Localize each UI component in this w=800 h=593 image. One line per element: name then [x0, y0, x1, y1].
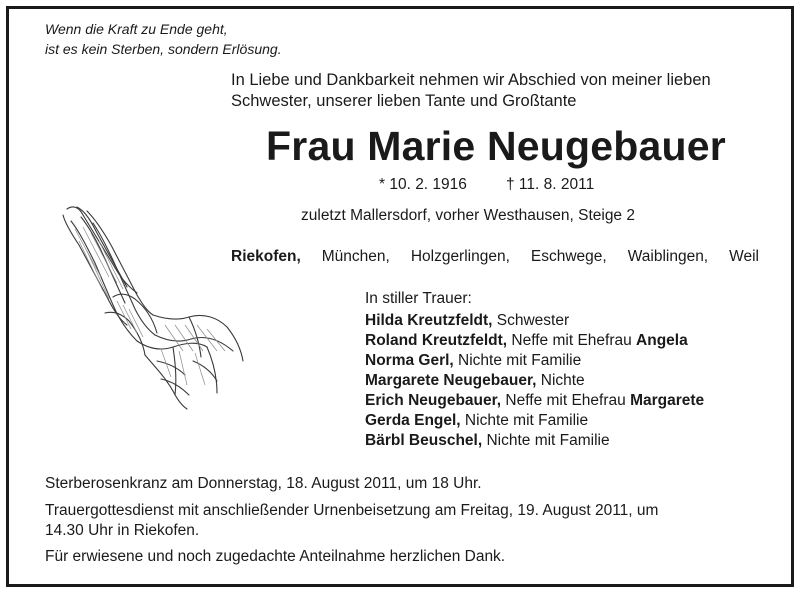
mourner-name: Bärbl Beuschel, — [365, 432, 483, 449]
place: Holzgerlingen, — [410, 248, 510, 265]
rosary-announcement: Sterberosenkranz am Donnerstag, 18. August 2011, um 18 Uhr. — [45, 475, 482, 492]
mourner-row — [365, 391, 704, 411]
mourner-name: Hilda Kreutzfeldt, — [365, 312, 493, 329]
mourner-name: Gerda Engel, — [365, 412, 461, 429]
service-announcement-line-2: 14.30 Uhr in Riekofen. — [45, 522, 200, 539]
death-date: † 11. 8. 2011 — [506, 176, 595, 193]
mourner-name: Erich Neugebauer, — [365, 392, 502, 409]
mourner-row — [365, 371, 704, 391]
place: Eschwege, — [530, 248, 607, 265]
mourner-relation: Nichte mit Familie — [453, 352, 582, 369]
places-list — [231, 247, 759, 267]
mourner-row — [365, 431, 704, 451]
mourner-row — [365, 311, 704, 331]
mourner-partner: Margarete — [630, 392, 705, 409]
mourner-row — [365, 411, 704, 431]
place-primary: Riekofen, — [231, 248, 301, 265]
place: Waiblingen, — [627, 248, 709, 265]
residence: zuletzt Mallersdorf, vorher Westhausen, Steige 2 — [301, 207, 635, 224]
mourner-name: Norma Gerl, — [365, 352, 454, 369]
mourners-heading: In stiller Trauer: — [365, 290, 472, 307]
mourner-name: Margarete Neugebauer, — [365, 372, 537, 389]
mourner-name: Roland Kreutzfeldt, — [365, 332, 508, 349]
mourner-relation: Nichte mit Familie — [460, 412, 589, 429]
mourner-partner: Angela — [636, 332, 688, 349]
mourner-relation: Schwester — [492, 312, 570, 329]
praying-hands-illustration — [57, 201, 247, 411]
mourner-relation: Nichte — [536, 372, 585, 389]
mourner-relation: Nichte mit Familie — [482, 432, 610, 449]
intro-line-1: In Liebe und Dankbarkeit nehmen wir Abschied von meiner lieben — [231, 71, 711, 89]
mourners-list — [365, 311, 704, 451]
place: München, — [321, 248, 390, 265]
place: Weil — [729, 248, 759, 265]
motto-line-1: Wenn die Kraft zu Ende geht, — [45, 21, 228, 37]
obituary-frame — [6, 6, 794, 587]
mourner-relation: Neffe mit Ehefrau — [501, 392, 631, 409]
mourner-relation: Neffe mit Ehefrau — [507, 332, 637, 349]
intro-line-2: Schwester, unserer lieben Tante und Großtante — [231, 92, 577, 110]
thanks-note: Für erwiesene und noch zugedachte Anteilnahme herzlichen Dank. — [45, 548, 506, 565]
birth-date: * 10. 2. 1916 — [379, 176, 467, 193]
deceased-name: Frau Marie Neugebauer — [266, 123, 726, 169]
mourner-row — [365, 351, 704, 371]
service-announcement-line-1: Trauergottesdienst mit anschließender Urnenbeisetzung am Freitag, 19. August 2011, um — [45, 502, 659, 519]
motto-line-2: ist es kein Sterben, sondern Erlösung. — [45, 41, 282, 57]
mourner-row — [365, 331, 704, 351]
